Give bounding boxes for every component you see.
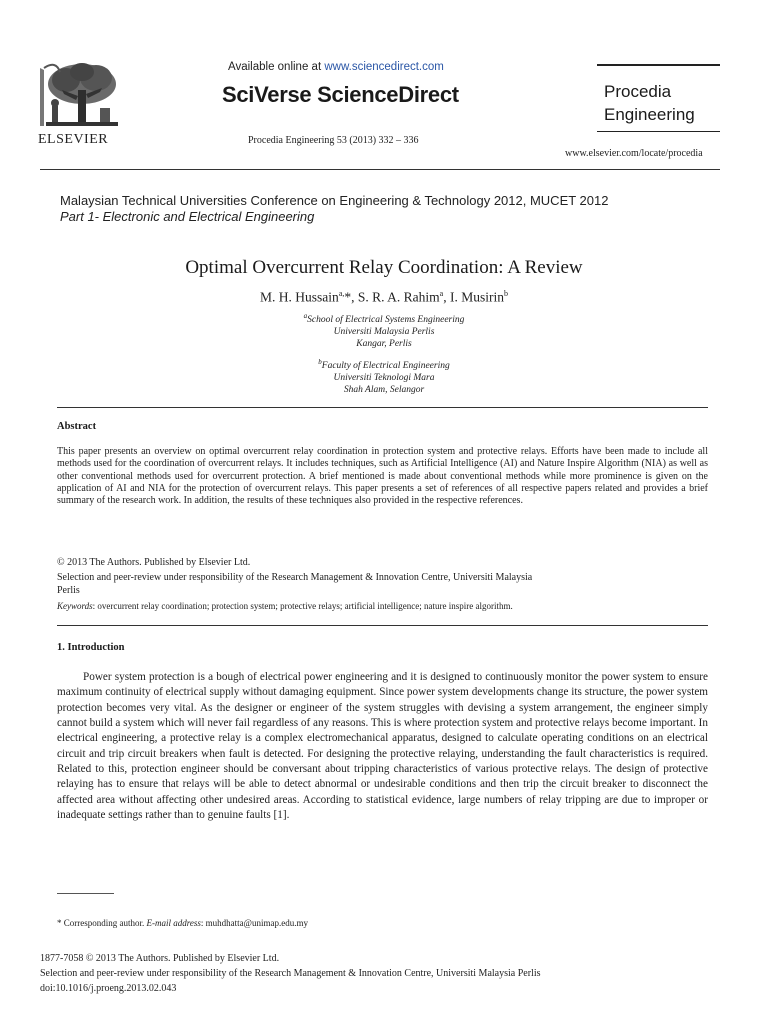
paper-title: Optimal Overcurrent Relay Coordination: A Review [185, 257, 583, 278]
author-name: I. Musirin [449, 289, 504, 305]
peer-review-line: Selection and peer-review under responsibility of the Research Management & Innovation Centre, Universiti Malaysia [57, 572, 533, 583]
journal-name [604, 80, 716, 126]
author-affiliation-sup: b [503, 289, 508, 298]
footnote-rule [57, 893, 114, 894]
affiliation-line [0, 310, 768, 326]
doi-line[interactable]: doi:10.1016/j.proeng.2013.02.043 [40, 983, 177, 994]
availability-prefix: Available online at [228, 61, 325, 73]
affiliation-sup: b [318, 358, 322, 366]
abstract-top-rule [57, 407, 708, 408]
peer-review-line-cont: Perlis [57, 585, 80, 596]
journal-name-line1: Procedia [604, 82, 672, 101]
author-name: S. R. A. Rahim [357, 289, 440, 305]
bottom-peer-review-line: Selection and peer-review under responsibility of the Research Management & Innovation Centre, Universiti Malaysia Perlis [40, 968, 541, 979]
affiliation-text: School of Electrical Systems Engineering [307, 315, 465, 326]
affiliation-line [0, 356, 768, 372]
journal-name-line2: Engineering [604, 105, 695, 124]
platform-wordmark: SciVerse ScienceDirect [222, 82, 459, 107]
abstract-bottom-rule [57, 625, 708, 626]
conference-part: Part 1- Electronic and Electrical Engineering [60, 209, 315, 224]
author-name: M. H. Hussain [260, 289, 339, 305]
email-address[interactable]: : muhdhatta@unimap.edu.my [200, 918, 308, 928]
keywords-text: : overcurrent relay coordination; protection system; protective relays; artificial intelligence; nature inspire algorithm. [92, 601, 513, 611]
affiliation-line: Universiti Teknologi Mara [333, 373, 435, 384]
corresponding-author-footnote [57, 918, 308, 928]
affiliation-line: Universiti Malaysia Perlis [333, 327, 435, 338]
header-divider [40, 169, 720, 170]
affiliation-sup: a [303, 312, 308, 320]
author-separator: , [351, 289, 358, 305]
journal-citation: Procedia Engineering 53 (2013) 332 – 336 [248, 135, 419, 146]
keywords-label: Keywords [57, 601, 93, 611]
journal-rule-top [597, 64, 720, 66]
introduction-paragraph: Power system protection is a bough of electrical power engineering and it is designed to continuously monitor the power system to ensure maximum continuity of electrical supply without damaging equipment. Since power system developments change its structure, the power system protection becomes very vital. As the designer or engineer of the system struggles with devising a system arrangement, the engineer simply cannot build a system which will never fail regardless of any reasons. This is where protection system and protective relays become important. In electrical engineering, a protective relay is a complex electromechanical apparatus, designed to calculate operating conditions on an electrical circuit and trip circuit breakers when fault is detected. For designing the protective relaying, understanding the fault characteristics is required. Related to this, protection engineer should be conversant about tripping characteristics of various protective relays. The design of protective relaying has to ensure that relays will be able to detect abnormal or undesirable conditions and then trip the circuit breaker to disconnect the affected area without affecting other undesired areas. According to statistical evidence, large numbers of relay tripping are due to improper or inadequate settings rather than to genuine faults [1]. [57, 671, 708, 822]
author-separator: , [443, 289, 450, 305]
author-affiliation-sup: a, [338, 289, 345, 298]
affiliation-b [0, 356, 768, 396]
affiliation-text: Faculty of Electrical Engineering [321, 361, 450, 372]
sciencedirect-link[interactable]: www.sciencedirect.com [324, 61, 444, 73]
affiliation-line: Kangar, Perlis [356, 339, 412, 350]
author-affiliation-sup: a [439, 289, 444, 298]
author-list [0, 289, 768, 306]
journal-url-link[interactable]: www.elsevier.com/locate/procedia [565, 148, 703, 159]
section-heading: 1. Introduction [57, 642, 125, 653]
availability-line [228, 61, 444, 73]
copyright-line: © 2013 The Authors. Published by Elsevier Ltd. [57, 557, 251, 568]
publisher-wordmark: ELSEVIER [38, 132, 109, 147]
issn-line: 1877-7058 © 2013 The Authors. Published by Elsevier Ltd. [40, 953, 280, 964]
affiliation-a [0, 310, 768, 350]
footnote-prefix: * Corresponding author. [57, 918, 145, 928]
journal-rule-bottom [597, 131, 720, 132]
conference-name: Malaysian Technical Universities Conference on Engineering & Technology 2012, MUCET 2012 [60, 193, 609, 208]
abstract-heading: Abstract [57, 421, 97, 432]
affiliation-line: Shah Alam, Selangor [343, 385, 425, 396]
email-label: E-mail address [146, 918, 201, 928]
keywords-line [57, 601, 513, 611]
abstract-body: This paper presents an overview on optimal overcurrent relay coordination in protection system and protective relays. Efforts have been made to include all methods used for the coordination of overcurrent relays. It includes techniques, such as Artificial Intelligence (AI) and Nature Inspire Algorithm (NIA) as well as other conventional methods used for overcurrent protection. A brief mentioned is made about conventional methods while more prominence is given on the application of AI and NIA for the protection of overcurrent relays. This paper presents a set of references of all respective papers related and provides a brief summary of the research work. In addition, the results of these techniques also provided in the respective references. [57, 446, 708, 507]
corresponding-mark: * [344, 289, 352, 305]
